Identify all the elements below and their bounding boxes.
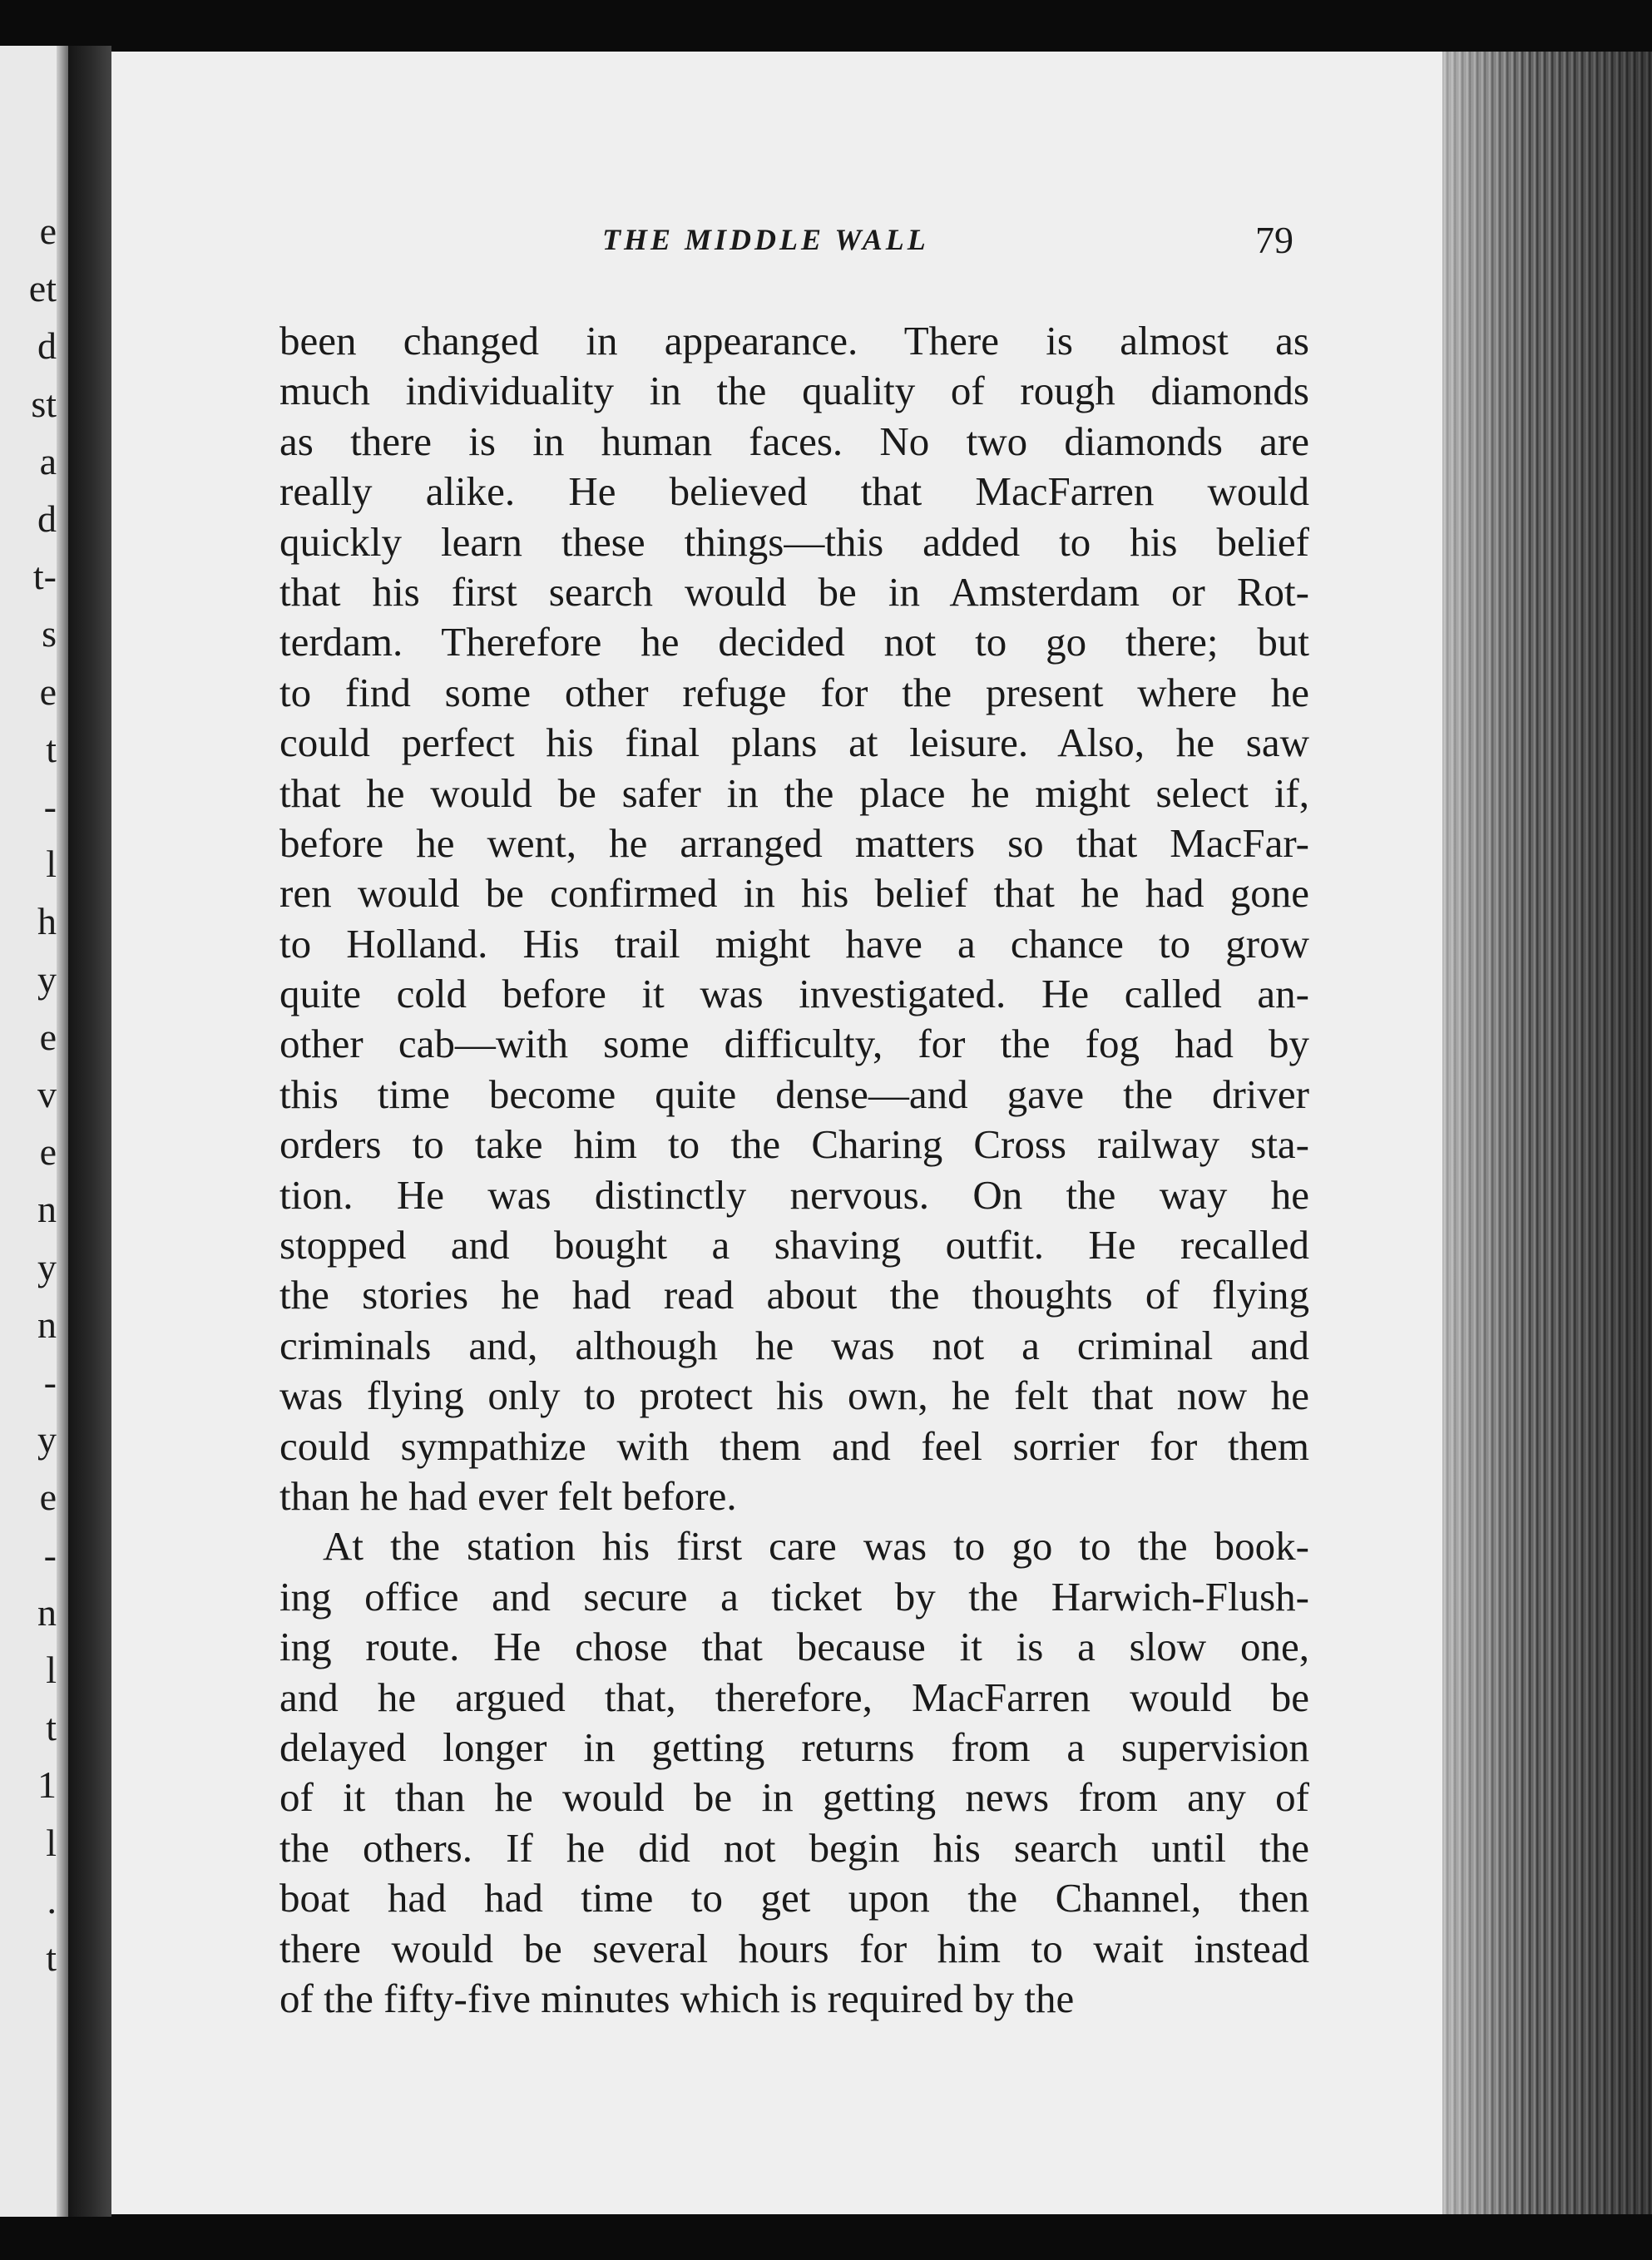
page-edges-shading (1442, 52, 1652, 2214)
text-line: orders to take him to the Charing Cross railway sta- (279, 1121, 1309, 1168)
body-text (279, 316, 1309, 2024)
facing-page-fragment: h (37, 900, 57, 943)
text-line: boat had had time to get upon the Channel, then (279, 1875, 1309, 1921)
book-binding-shadow (68, 46, 111, 2217)
facing-page-fragment: a (39, 439, 57, 482)
text-line: ren would be confirmed in his belief that he had gone (279, 870, 1309, 917)
text-line: before he went, he arranged matters so that MacFar- (279, 819, 1309, 866)
facing-page-fragment: t (46, 727, 57, 770)
text-line: criminals and, although he was not a criminal and (279, 1322, 1309, 1368)
facing-page-fragment: y (37, 1245, 57, 1288)
text-line: as there is in human faces. No two diamonds are (279, 418, 1309, 464)
text-line: At the station his first care was to go to the book- (323, 1523, 1309, 1570)
text-line: this time become quite dense—and gave the driver (279, 1071, 1309, 1117)
text-line: delayed longer in getting returns from a supervision (279, 1723, 1309, 1770)
facing-page-fragment: - (43, 1533, 57, 1576)
paragraph (279, 1521, 1309, 2024)
facing-page-fragment: 1 (37, 1763, 57, 1807)
facing-page-gutter (57, 46, 68, 2217)
facing-page-fragment: d (37, 324, 57, 368)
text-line: quite cold before it was investigated. He called an- (279, 971, 1309, 1017)
page-number: 79 (1255, 219, 1293, 261)
text-line: other cab—with some difficulty, for the fog had by (279, 1021, 1309, 1067)
facing-page-fragment: e (39, 1015, 57, 1058)
facing-page-fragment: - (43, 1361, 57, 1403)
facing-page-fragment: y (37, 957, 57, 1001)
text-line: to find some other refuge for the present where he (279, 669, 1309, 715)
text-line: than he had ever felt before. (279, 1472, 737, 1519)
text-line: terdam. Therefore he decided not to go there; but (279, 619, 1309, 665)
text-line: of it than he would be in getting news from any of (279, 1774, 1309, 1821)
text-line: was flying only to protect his own, he felt that now he (279, 1372, 1309, 1419)
facing-page-fragment: et (28, 267, 57, 310)
text-line: to Holland. His trail might have a chance to grow (279, 920, 1309, 967)
facing-page-fragment: l (46, 1649, 57, 1691)
facing-page-fragment: e (39, 210, 57, 252)
text-line: ing route. He chose that because it is a slow one, (279, 1624, 1309, 1670)
facing-page-fragment: t- (32, 555, 57, 598)
facing-page-fragment: l (46, 1821, 57, 1864)
facing-page-fragment: e (39, 670, 57, 713)
facing-page-fragment: - (43, 785, 57, 828)
text-line: much individuality in the quality of rough diamonds (279, 368, 1309, 414)
book-page (111, 52, 1442, 2214)
facing-page-fragment: y (37, 1418, 57, 1461)
facing-page-fragment: n (37, 1188, 57, 1231)
text-line: that he would be safer in the place he might select if, (279, 769, 1309, 816)
text-line: the others. If he did not begin his search until the (279, 1824, 1309, 1871)
facing-page-fragment: v (37, 1073, 57, 1115)
running-head: THE MIDDLE WALL (602, 223, 929, 256)
text-line: there would be several hours for him to wait instead (279, 1925, 1309, 1971)
facing-page-fragment: e (39, 1130, 57, 1174)
text-line: quickly learn these things—this added to his belief (279, 518, 1309, 565)
text-line: could sympathize with them and feel sorrier for them (279, 1422, 1309, 1469)
text-line: and he argued that, therefore, MacFarren would be (279, 1674, 1309, 1720)
facing-page-fragment: l (46, 843, 57, 886)
facing-page-edge (0, 46, 68, 2217)
facing-page-fragment: s (42, 612, 57, 655)
facing-page-fragment: d (37, 497, 57, 540)
paragraph (279, 316, 1309, 1521)
text-line: of the fifty-five minutes which is required by the (279, 1975, 1075, 2021)
text-line: ing office and secure a ticket by the Harwich-Flush- (279, 1573, 1309, 1620)
page-edges-stack (1442, 52, 1652, 2214)
facing-page-fragment: t (46, 1706, 57, 1749)
text-line: been changed in appearance. There is almost as (279, 318, 1309, 363)
facing-page-fragment: n (37, 1590, 57, 1634)
facing-page-fragment: e (39, 1476, 57, 1519)
text-line: that his first search would be in Amsterdam or Rot- (279, 568, 1309, 615)
facing-page-fragment: st (31, 382, 57, 425)
text-line: the stories he had read about the thoughts of flying (279, 1272, 1309, 1318)
facing-page-fragment: t (46, 1936, 57, 1979)
text-line: really alike. He believed that MacFarren would (279, 468, 1309, 515)
facing-page-fragment: . (47, 1878, 57, 1921)
text-line: stopped and bought a shaving outfit. He recalled (279, 1222, 1309, 1268)
facing-page-fragment: n (37, 1303, 57, 1346)
text-line: could perfect his final plans at leisure. Also, he saw (279, 720, 1309, 766)
text-line: tion. He was distinctly nervous. On the way he (279, 1171, 1309, 1218)
